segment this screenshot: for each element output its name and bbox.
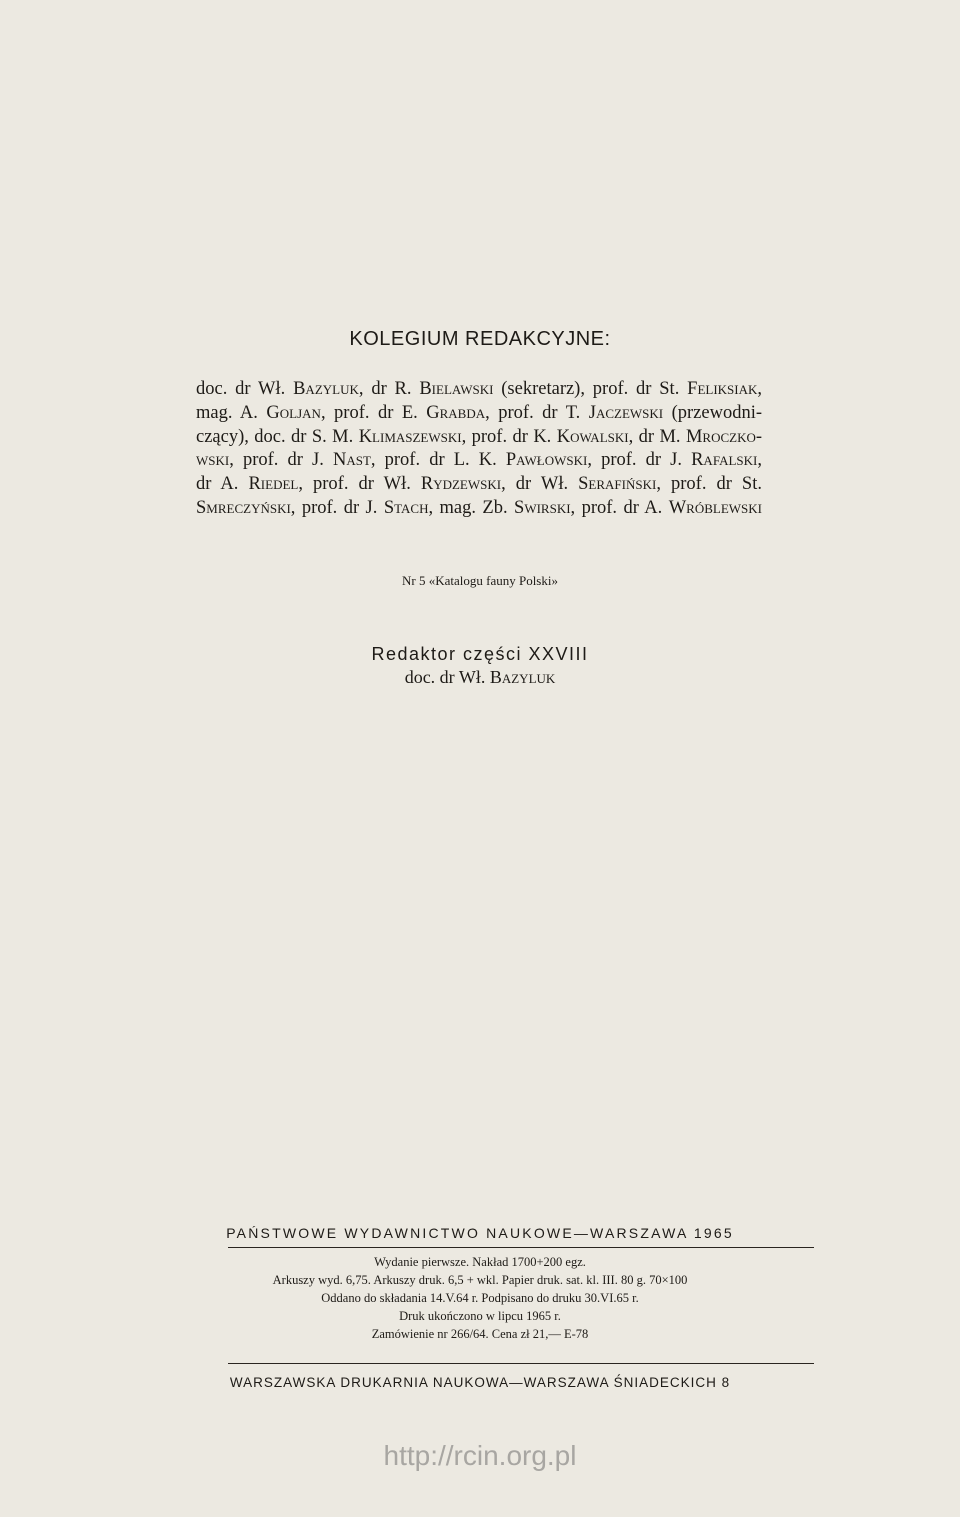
members-line	[196, 449, 762, 473]
member-surname: Rafalski	[691, 450, 758, 471]
member-surname: Bielawski	[419, 379, 494, 399]
editorial-board-title: KOLEGIUM REDAKCYJNE:	[349, 328, 611, 350]
publisher-line: PAŃSTWOWE WYDAWNICTWO NAUKOWE—WARSZAWA 1965	[226, 1225, 734, 1241]
member-text: czący), doc. dr S. M.	[196, 426, 359, 447]
member-surname: Bazyluk	[293, 379, 359, 399]
part-editor-role: Redaktor części XXVIII	[371, 644, 589, 664]
editorial-board-members	[196, 378, 762, 521]
member-text: ,	[757, 450, 762, 471]
member-surname: Mroczko-	[685, 426, 763, 447]
member-text: , prof. dr J.	[290, 497, 384, 518]
member-text: mag. A.	[196, 402, 267, 423]
member-surname: Smreczyński	[196, 497, 291, 518]
imprint-line: Wydanie pierwsze. Nakład 1700+200 egz.	[374, 1255, 586, 1269]
member-surname: Grabda	[426, 402, 486, 423]
members-line	[196, 378, 762, 402]
member-surname: Rydzewski	[420, 474, 502, 495]
member-text: , prof. dr T.	[485, 402, 589, 423]
printer-line: WARSZAWSKA DRUKARNIA NAUKOWA—WARSZAWA ŚNIADECKICH 8	[229, 1375, 731, 1390]
part-editor-name-prefix: doc. dr Wł.	[404, 667, 490, 687]
members-line	[196, 473, 762, 497]
member-text: , dr M.	[628, 426, 686, 447]
member-text: , prof. dr Wł.	[298, 474, 421, 495]
member-surname: Stach	[383, 497, 429, 518]
member-text: , prof. dr K.	[461, 426, 557, 447]
part-editor-name	[0, 667, 960, 688]
divider-bottom	[228, 1363, 814, 1364]
imprint-line: Druk ukończono w lipcu 1965 r.	[399, 1309, 561, 1323]
member-text: , prof. dr St.	[656, 474, 762, 495]
part-editor-surname: Bazyluk	[489, 667, 556, 687]
imprint-block	[0, 1253, 960, 1343]
member-surname: Swirski	[514, 497, 571, 518]
members-line	[196, 497, 762, 521]
member-surname: Jaczewski	[588, 402, 664, 423]
member-surname: Pawłowski	[505, 450, 588, 471]
divider-top	[228, 1247, 814, 1248]
member-text: , prof. dr A.	[570, 497, 669, 518]
imprint-line: Arkuszy wyd. 6,75. Arkuszy druk. 6,5 + wkl. Papier druk. sat. kl. III. 80 g. 70×100	[272, 1273, 688, 1287]
member-surname: wski	[196, 450, 230, 471]
member-text: ,	[757, 379, 763, 399]
member-text: (przewodni-	[663, 402, 762, 423]
member-text: , dr Wł.	[501, 474, 579, 495]
imprint-line: Zamówienie nr 266/64. Cena zł 21,— E-78	[371, 1327, 589, 1341]
members-line	[196, 402, 762, 426]
member-surname: Feliksiak	[687, 379, 758, 399]
member-text: doc. dr Wł.	[196, 379, 294, 399]
series-note: Nr 5 «Katalogu fauny Polski»	[402, 573, 558, 588]
member-text: , mag. Zb.	[428, 497, 515, 518]
member-text: dr A.	[196, 474, 249, 495]
member-surname: Goljan	[266, 402, 321, 423]
imprint-line: Oddano do składania 14.V.64 r. Podpisano do druku 30.VI.65 r.	[321, 1291, 639, 1305]
member-surname: Serafiński	[578, 474, 657, 495]
member-surname: Riedel	[248, 474, 299, 495]
member-text: , prof. dr E.	[320, 402, 427, 423]
source-watermark-url: http://rcin.org.pl	[383, 1440, 577, 1471]
member-text: , dr R.	[358, 379, 420, 399]
member-text: (sekretarz), prof. dr St.	[493, 379, 688, 399]
member-text: , prof. dr L. K.	[370, 450, 506, 471]
member-surname: Wróblewski	[668, 497, 763, 518]
member-surname: Kowalski	[556, 426, 629, 447]
members-line	[196, 426, 762, 450]
member-text: , prof. dr J.	[229, 450, 333, 471]
member-text: , prof. dr J.	[587, 450, 692, 471]
member-surname: Klimaszewski	[358, 426, 462, 447]
member-surname: Nast	[332, 450, 371, 471]
